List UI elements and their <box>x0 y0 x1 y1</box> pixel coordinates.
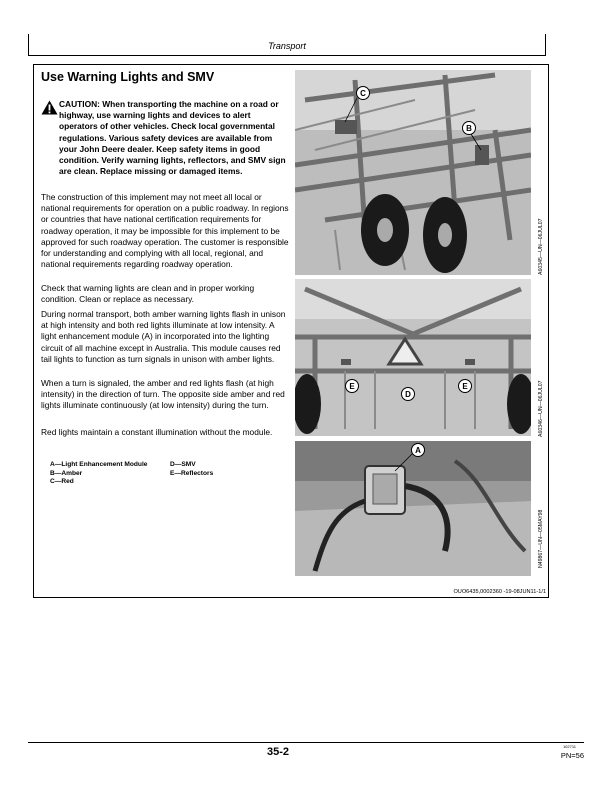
paragraph-check-lights: Check that warning lights are clean and in proper working condition. Clean or replace as necessary. <box>41 283 255 305</box>
figure-light-locations-photo <box>295 70 531 275</box>
legend-left <box>50 461 147 487</box>
figure-id-2: A60346—UN—06JUL07 <box>538 380 544 437</box>
legend-item-c: C—Red <box>50 478 74 486</box>
callout-e-left: E <box>349 382 355 391</box>
paragraph-turn-signal: When a turn is signaled, the amber and red lights flash (at high intensity) in the direction of turn. The opposite side amber and red lights illuminate continuously (at low intensity) during the turn. <box>41 378 285 411</box>
paragraph-roadway-requirements: The construction of this implement may not meet all local or national requirements for operation on a public roadway. In regions or countries that have national certification requirements for roadway operation, it may be impossible for this implement to be approved for such roadway operation. The customer is responsible for understanding and complying with all local, regional, and national requirements regarding roadway operation. <box>41 192 289 270</box>
page-number: 35-2 <box>266 746 290 758</box>
legend-item-d: D—SMV <box>170 461 196 468</box>
legend-item-a: A—Light Enhancement Module <box>50 461 148 468</box>
paragraph-red-lights: Red lights maintain a constant illumination without the module. <box>41 427 273 437</box>
callout-c: C <box>360 89 366 98</box>
callout-e-right: E <box>462 382 468 391</box>
figure-id-3: N49867—UN—05MAY98 <box>538 509 544 568</box>
legend-item-b: B—Amber <box>50 469 83 477</box>
callout-a: A <box>415 446 421 455</box>
figure-smv-reflectors-photo <box>295 279 531 436</box>
caution-text: CAUTION: When transporting the machine on a road or highway, use warning lights and devices to alert operators of other vehicles. Check local governmental regulations. Various safety devices are available from your John Deere dealer. Keep safety items in good condition. Verify warning lights, reflectors, and SMV sign are clean. Replace missing or damaged items. <box>59 99 286 177</box>
figure-light-module-photo <box>295 441 531 576</box>
paragraph-normal-transport: During normal transport, both amber warning lights flash in unison at high intensity and both red lights illuminate at low intensity. A light enhancement module (A) in incorporated into the lighting circuit of all machine except in Australia. This module causes red tail lights to function as turn signals in unison with amber lights. <box>41 309 286 364</box>
legend-item-e: E—Reflectors <box>170 469 214 477</box>
reference-code: OUO6435,0002360 -19-08JUN11-1/1 <box>453 589 546 595</box>
footer-small-code: 102711 <box>562 744 576 749</box>
callout-b: B <box>466 124 472 133</box>
pn-label: PN=56 <box>560 751 584 760</box>
warning-triangle-icon <box>41 100 58 115</box>
legend-right <box>170 461 213 478</box>
header-title: Transport <box>268 41 306 51</box>
section-title: Use Warning Lights and SMV <box>41 70 215 84</box>
figure-id-1: A60345—UN—06JUL07 <box>538 218 544 275</box>
callout-d: D <box>405 390 411 399</box>
footer-rule <box>28 742 584 743</box>
